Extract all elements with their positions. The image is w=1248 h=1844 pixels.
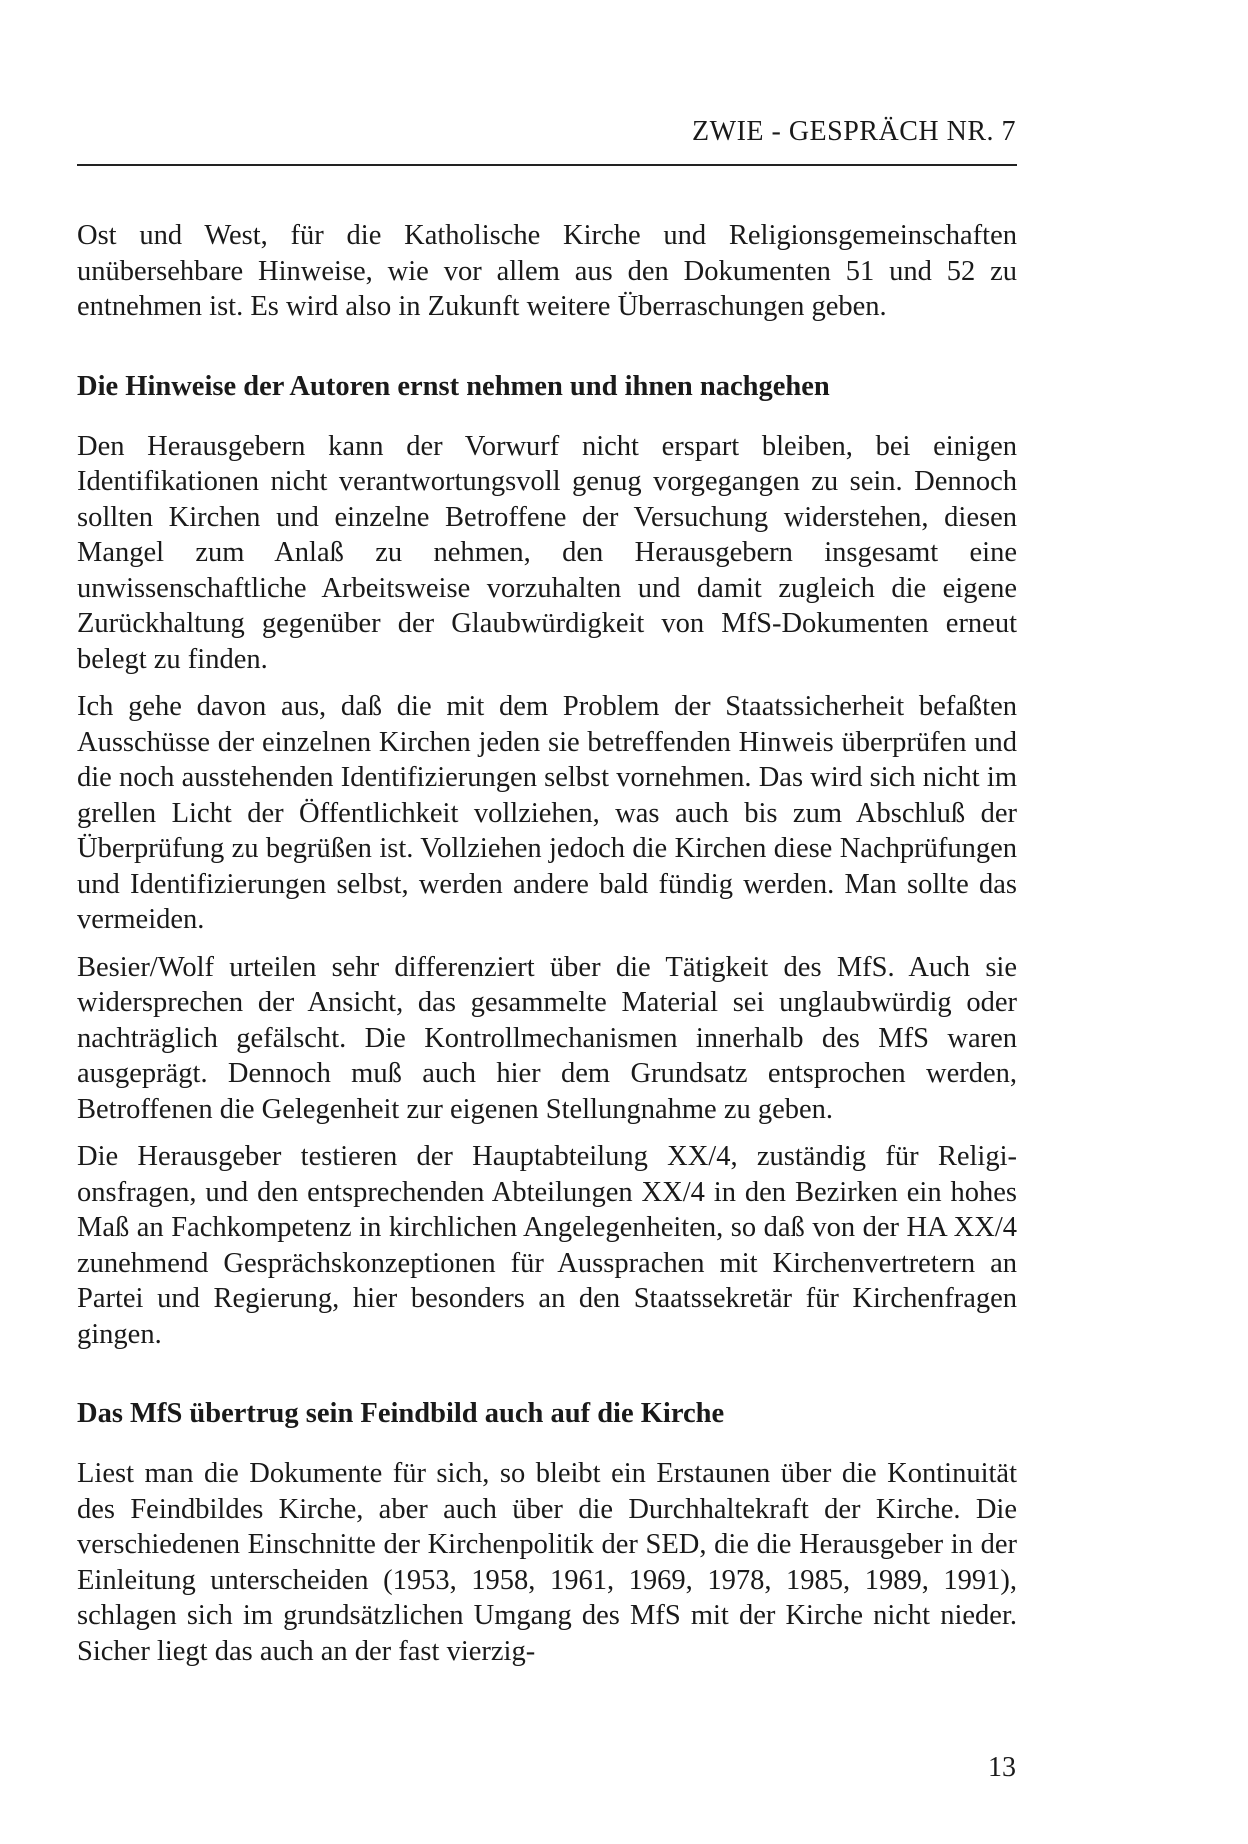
- paragraph: Ich gehe davon aus, daß die mit dem Problem der Staatssicherheit befaßten Ausschüsse der einzelnen Kirchen jeden sie betreffenden Hinweis überprüfen und die noch ausstehenden Identifizierungen selbst vornehmen. Das wird sich nicht im grellen Licht der Öffentlichkeit vollziehen, was auch bis zum Abschluß der Überprüfung zu begrüßen ist. Vollziehen jedoch die Kirchen diese Nachprüfungen und Identifizierungen selbst, werden andere bald fündig werden. Man sollte das vermeiden.: [77, 691, 1017, 935]
- header-rule: [77, 164, 1017, 166]
- running-header: ZWIE - GESPRÄCH NR. 7: [692, 116, 1016, 147]
- intro-paragraph: Ost und West, für die Katholische Kirche und Religionsgemeinschaften unübersehbare Hinweise, wie vor allem aus den Dokumenten 51 und 52 zu entnehmen ist. Es wird also in Zukunft weitere Überraschungen geben.: [77, 220, 1017, 322]
- page-body: [77, 218, 1017, 1681]
- paragraph: Liest man die Dokumente für sich, so bleibt ein Erstaunen über die Kontinuität des Feindbildes Kirche, aber auch über die Durchhaltekraft der Kirche. Die verschiedenen Einschnitte der Kirchenpolitik der SED, die die Herausgeber in der Einleitung unterscheiden (1953, 1958, 1961, 1969, 1978, 1985, 1989, 1991), schlagen sich im grundsätzlichen Umgang des MfS mit der Kirche nicht nieder. Sicher liegt das auch an der fast vierzig-: [77, 1458, 1017, 1667]
- paragraph: Den Herausgebern kann der Vorwurf nicht erspart bleiben, bei einigen Identifikationen nicht verantwortungsvoll genug vorgegangen zu sein. Dennoch sollten Kirchen und einzelne Betroffene der Versuchung widerstehen, diesen Mangel zum Anlaß zu nehmen, den Herausgebern insgesamt eine unwissenschaftliche Arbeitsweise vorzuhalten und damit zugleich die eigene Zurückhaltung gegenüber der Glaubwürdigkeit von MfS-Dokumenten erneut belegt zu finden.: [77, 430, 1017, 675]
- section-heading-hinweise: Die Hinweise der Autoren ernst nehmen und ihnen nachgehen: [77, 370, 830, 402]
- page-number: 13: [988, 1752, 1016, 1783]
- paragraph: Die Herausgeber testieren der Hauptabteilung XX/4, zuständig für Religionsfragen, und den entsprechenden Abteilungen XX/4 in den Bezirken ein hohes Maß an Fachkompetenz in kirchlichen Angelegenheiten, so daß von der HA XX/4 zunehmend Gesprächskonzeptionen für Aussprachen mit Kirchenvertretern an Partei und Regierung, hier besonders an den Staatssekretär für Kirchenfragen gingen.: [77, 1141, 1017, 1350]
- paragraph: Besier/Wolf urteilen sehr differenziert über die Tätigkeit des MfS. Auch sie widersprechen der Ansicht, das gesammelte Material sei unglaubwürdig oder nachträglich gefälscht. Die Kontrollmechanismen innerhalb des MfS waren ausgeprägt. Dennoch muß auch hier dem Grundsatz entsprochen werden, Betroffenen die Gelegenheit zur eigenen Stellungnahme zu geben.: [77, 951, 1017, 1125]
- section-heading-feindbild: Das MfS übertrug sein Feindbild auch auf die Kirche: [77, 1398, 725, 1429]
